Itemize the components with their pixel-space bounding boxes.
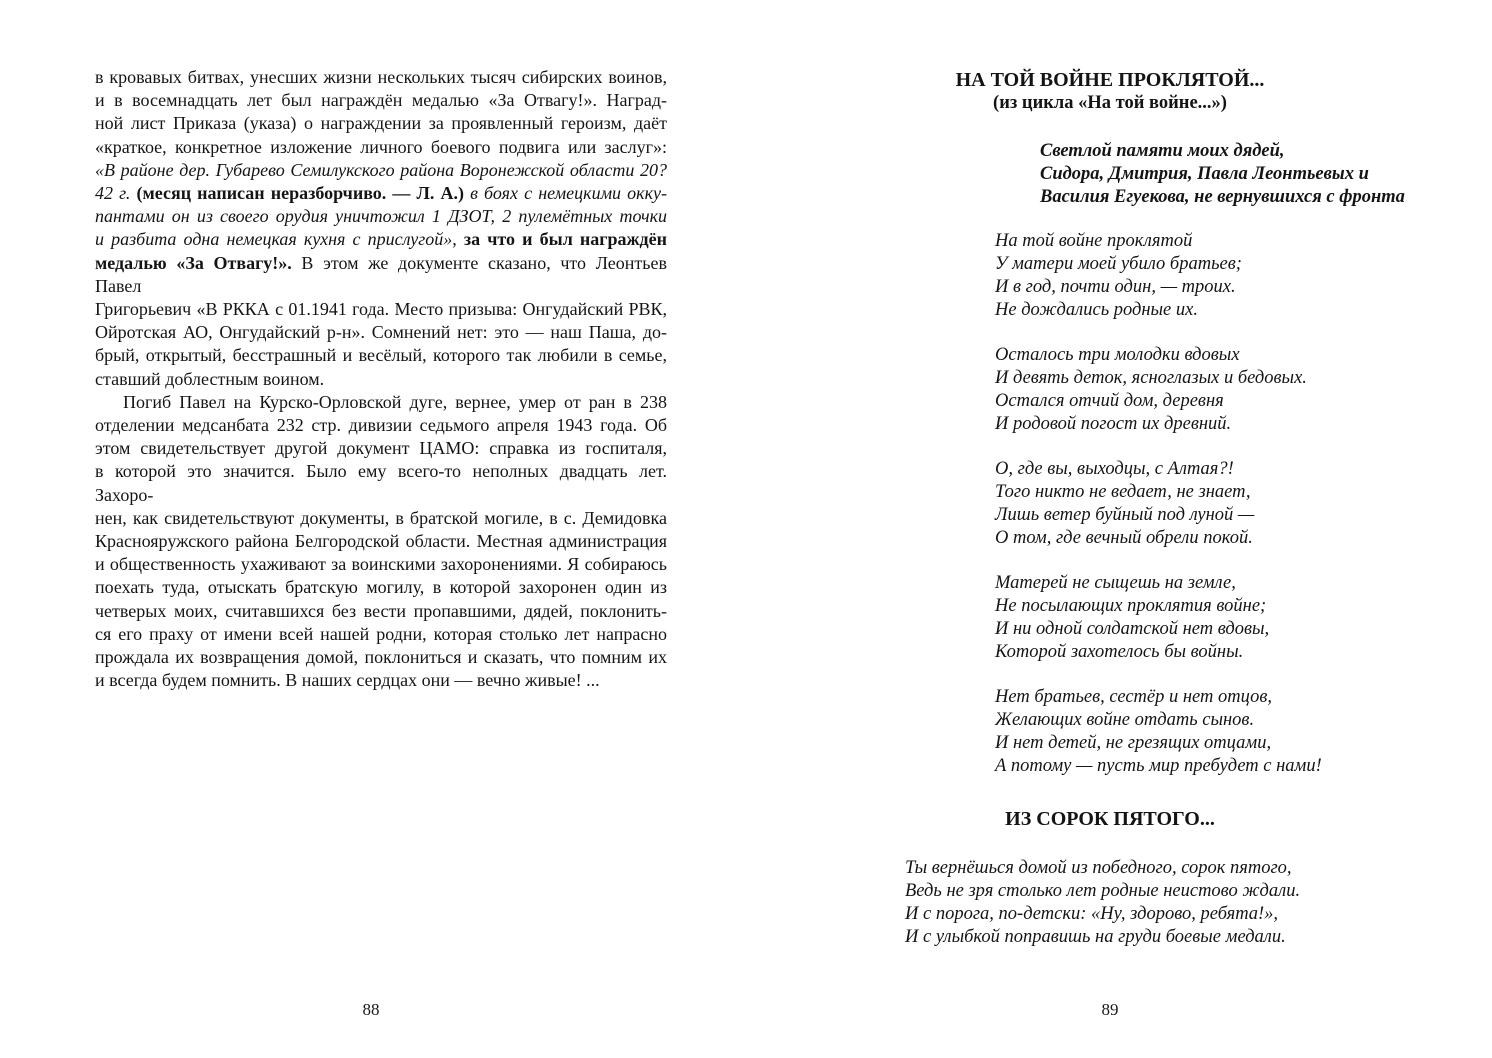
verse-line: У матери моей убило братьев;	[995, 254, 1242, 274]
text-run: Краснояружского района Белгородской области. Местная администрация	[95, 531, 667, 552]
right-page	[880, 0, 1405, 1058]
verse-line: Остался отчий дом, деревня	[995, 391, 1224, 411]
stanza	[995, 230, 1322, 322]
text-run: В этом же документе сказано, что Леонтьев Павел	[95, 252, 667, 296]
text-line	[95, 437, 667, 460]
text-run: «краткое, конкретное изложение личного боевого подвига или заслуг»:	[95, 136, 667, 157]
verse-line: И в год, почти один, — троих.	[995, 277, 1236, 297]
poem-title: НА ТОЙ ВОЙНЕ ПРОКЛЯТОЙ...	[955, 69, 1265, 91]
text-line	[95, 368, 667, 391]
text-line	[95, 600, 667, 623]
text-run: Григорьевич «В РККА с 01.1941 года. Место призыва: Онгудайский РВК,	[95, 299, 667, 320]
text-run: и общественность ухаживают за воинскими захоронениями. Я собираюсь	[95, 554, 667, 575]
text-line	[95, 344, 667, 367]
verse-line: О, где вы, выходцы, с Алтая?!	[995, 459, 1234, 479]
stanza	[995, 458, 1322, 550]
verse-line: Лишь ветер буйный под луной —	[995, 505, 1255, 525]
text-line	[95, 228, 667, 251]
text-line	[95, 112, 667, 135]
text-line	[95, 460, 667, 506]
verse-line: И ни одной солдатской нет вдовы,	[995, 619, 1270, 639]
text-run: ной лист Приказа (указа) о награждении за проявленный героизм, даёт	[95, 113, 667, 134]
poem-2-body	[905, 857, 1300, 949]
text-run: Ойротская АО, Онгудайский р-н». Сомнений нет: это — наш Паша, до-	[95, 322, 667, 343]
text-run: ся его праху от имени всей нашей родни, которая столько лет напрасно	[95, 623, 667, 644]
text-line	[95, 205, 667, 228]
text-line	[95, 298, 667, 321]
text-line	[95, 576, 667, 599]
text-run: за что и был награждён	[463, 229, 667, 250]
verse-line: Не дождались родные их.	[995, 300, 1198, 320]
text-run: Погиб Павел на Курско-Орловской дуге, вернее, умер от ран в 238	[123, 391, 667, 412]
poem-subtitle: (из цикла «На той войне...»)	[993, 93, 1227, 113]
dedication	[1040, 140, 1405, 209]
section-title-2: ИЗ СОРОК ПЯТОГО...	[1005, 808, 1215, 830]
dedication-line: Василия Егуекова, не вернувшихся с фронта	[1040, 187, 1405, 207]
dedication-line: Сидора, Дмитрия, Павла Леонтьевых и	[1040, 164, 1369, 184]
text-run: прождала их возвращения домой, поклониться и сказать, что помним их	[95, 647, 667, 668]
text-run: этом свидетельствует другой документ ЦАМО: справка из госпиталя,	[95, 438, 667, 459]
text-line	[95, 89, 667, 112]
verse-line: Которой захотелось бы войны.	[995, 642, 1244, 662]
page-number-right: 89	[1101, 1000, 1119, 1019]
text-line	[95, 530, 667, 553]
verse-line: Не посылающих проклятия войне;	[995, 596, 1267, 616]
text-line	[95, 136, 667, 159]
verse-line: Нет братьев, сестёр и нет отцов,	[995, 687, 1272, 707]
text-run: нен, как свидетельствуют документы, в братской могиле, в с. Демидовка	[95, 507, 667, 528]
text-run: 42 г.	[95, 183, 137, 204]
verse-line: Желающих войне отдать сынов.	[995, 710, 1255, 730]
text-line	[95, 252, 667, 298]
text-line	[95, 159, 667, 182]
verse-line: О том, где вечный обрели покой.	[995, 528, 1253, 548]
verse-line: Матерей не сыщешь на земле,	[995, 573, 1236, 593]
text-run: брый, открытый, бесстрашный и весёлый, которого так любили в семье,	[95, 345, 667, 366]
text-run: и разбита одна немецкая кухня с прислугой»,	[95, 229, 464, 250]
verse-line: И с улыбкой поправишь на груди боевые медали.	[905, 927, 1286, 947]
text-line	[95, 507, 667, 530]
verse-line: И девять деток, ясноглазых и бедовых.	[995, 368, 1307, 388]
text-run: в которой это значится. Было ему всего-то неполных двадцать лет. Захоро-	[95, 461, 667, 505]
text-run: (месяц написан неразборчиво. — Л. А.)	[136, 183, 471, 204]
page-number-left: 88	[362, 1000, 380, 1019]
dedication-line: Светлой памяти моих дядей,	[1040, 141, 1285, 161]
verse-line: Ты вернёшься домой из победного, сорок пятого,	[905, 858, 1292, 878]
text-run: четверых моих, считавшихся без вести пропавшими, дядей, поклонить-	[95, 600, 667, 621]
text-run: в боях с немецкими окку-	[470, 183, 667, 204]
verse-line: Осталось три молодки вдовых	[995, 345, 1240, 365]
left-page-text	[95, 66, 667, 692]
text-line	[95, 182, 667, 205]
text-line	[95, 391, 667, 414]
text-line	[95, 669, 667, 692]
stanza	[905, 857, 1300, 949]
verse-line: Того никто не ведает, не знает,	[995, 482, 1251, 502]
verse-line: На той войне проклятой	[995, 231, 1193, 251]
stanza	[995, 686, 1322, 778]
verse-line: И с порога, по-детски: «Ну, здорово, ребята!»,	[905, 904, 1279, 924]
text-run: и в восемнадцать лет был награждён медалью «За Отвагу!». Наград-	[95, 90, 667, 111]
text-run: ставший доблестным воином.	[95, 368, 325, 389]
text-run: поехать туда, отыскать братскую могилу, в которой захоронен один из	[95, 577, 667, 598]
text-run: «В районе дер. Губарево Семилукского района Воронежской области 20?	[95, 159, 667, 180]
text-run: и всегда будем помнить. В наших сердцах они — вечно живые! ...	[95, 670, 600, 691]
text-run: пантами он из своего орудия уничтожил 1 ДЗОТ, 2 пулемётных точки	[95, 206, 667, 227]
text-line	[95, 66, 667, 89]
text-run: медалью «За Отвагу!».	[95, 252, 302, 273]
text-line	[95, 553, 667, 576]
text-line	[95, 321, 667, 344]
verse-line: А потому — пусть мир пребудет с нами!	[995, 756, 1322, 776]
verse-line: И нет детей, не грезящих отцами,	[995, 733, 1272, 753]
text-line	[95, 414, 667, 437]
text-line	[95, 623, 667, 646]
stanza	[995, 572, 1322, 664]
text-run: в кровавых битвах, унесших жизни нескольких тысяч сибирских воинов,	[95, 67, 667, 87]
poem-1-body	[995, 230, 1322, 778]
verse-line: Ведь не зря столько лет родные неистово ждали.	[905, 881, 1301, 901]
text-run: отделении медсанбата 232 стр. дивизии седьмого апреля 1943 года. Об	[95, 415, 667, 436]
text-line	[95, 646, 667, 669]
verse-line: И родовой погост их древний.	[995, 414, 1232, 434]
stanza	[995, 344, 1322, 436]
